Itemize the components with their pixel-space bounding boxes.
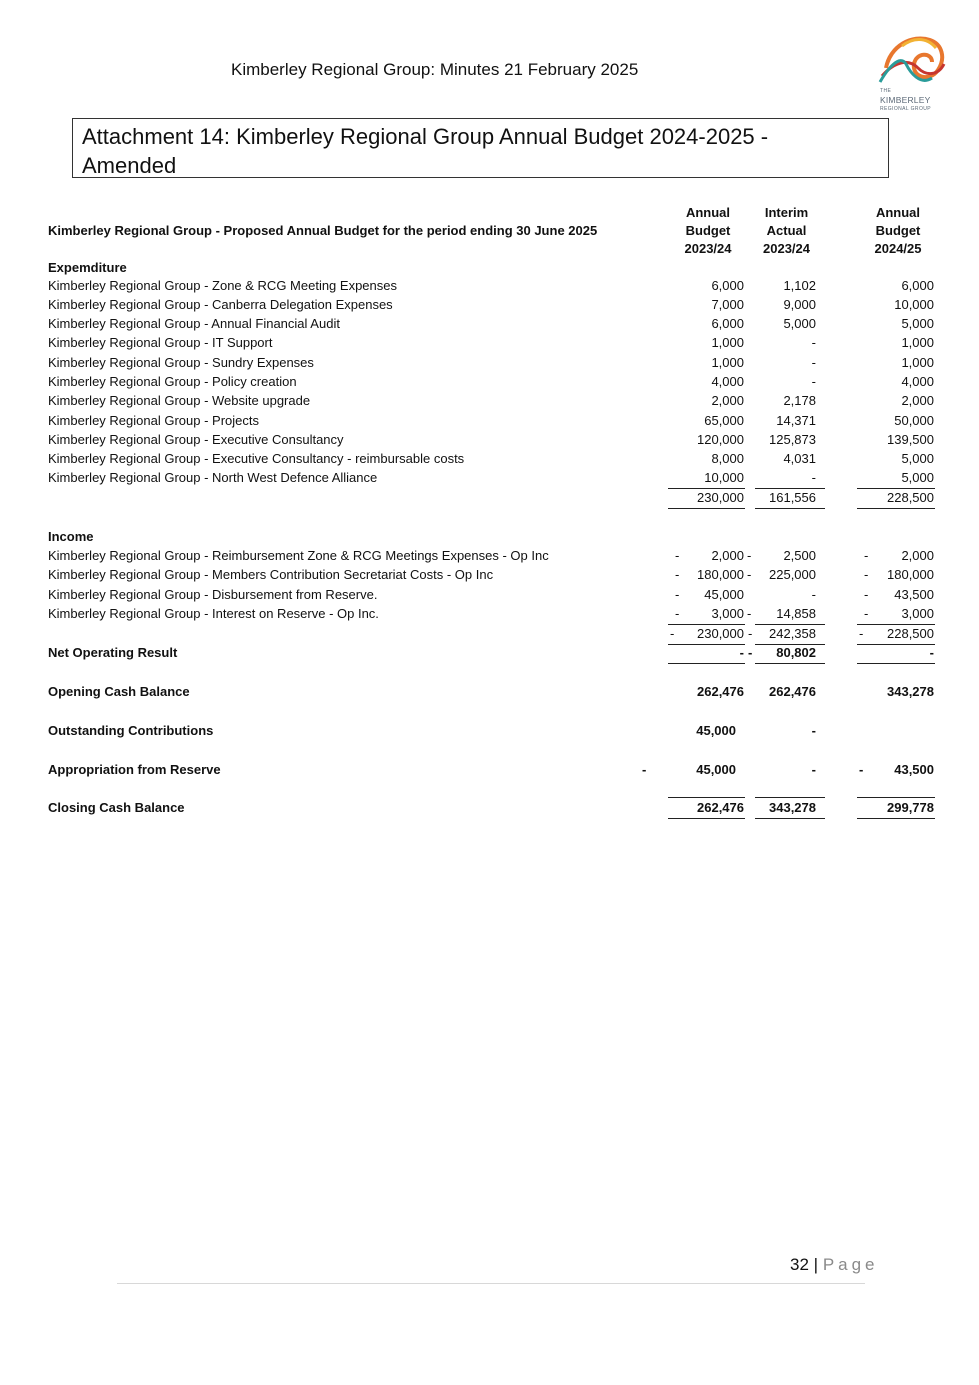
divider <box>857 797 935 798</box>
table-row: Kimberley Regional Group - North West Defence Alliance 10,000 - 5,000 <box>48 470 934 485</box>
table-row: Kimberley Regional Group - Website upgrade 2,000 2,178 2,000 <box>48 393 934 408</box>
page-header-title: Kimberley Regional Group: Minutes 21 February 2025 <box>231 60 639 79</box>
table-row: Kimberley Regional Group - Executive Consultancy 120,000 125,873 139,500 <box>48 432 934 447</box>
table-row: Kimberley Regional Group - Members Contribution Secretariat Costs - Op Inc - 180,000 - 225,000 - 180,000 <box>48 567 934 582</box>
table-row: Kimberley Regional Group - Executive Consultancy - reimbursable costs 8,000 4,031 5,000 <box>48 451 934 466</box>
column-header-row <box>48 204 938 260</box>
opening-cash-row: Opening Cash Balance 262,476 262,476 343,278 <box>48 684 934 699</box>
column-header-annual-budget-2023: Annual Budget 2023/24 <box>684 205 732 256</box>
income-total-row: - 230,000 - 242,358 - 228,500 <box>670 626 934 641</box>
table-row: Kimberley Regional Group - Zone & RCG Meeting Expenses 6,000 1,102 6,000 <box>48 278 934 293</box>
net-operating-row: Net Operating Result - - 80,802 - <box>48 645 934 660</box>
divider <box>668 818 745 819</box>
divider <box>857 624 935 625</box>
logo-small-text: THE <box>880 88 892 94</box>
column-header-annual-budget-2024: Annual Budget 2024/25 <box>874 205 922 256</box>
divider <box>755 663 825 664</box>
divider <box>668 508 745 509</box>
logo-subtext: REGIONAL GROUP <box>880 106 931 112</box>
page-separator: | <box>813 1255 819 1274</box>
attachment-title-box <box>72 118 889 178</box>
table-row: Kimberley Regional Group - Interest on Reserve - Op Inc. - 3,000 - 14,858 - 3,000 <box>48 606 934 621</box>
section-heading-expenditure: Expemditure <box>48 260 127 275</box>
divider <box>857 818 935 819</box>
divider <box>668 663 745 664</box>
page-number: 32 <box>790 1255 809 1274</box>
outstanding-contributions-row: Outstanding Contributions 45,000 - <box>48 723 816 738</box>
budget-title: Kimberley Regional Group - Proposed Annual Budget for the period ending 30 June 2025 <box>48 223 598 238</box>
divider <box>668 488 745 489</box>
divider <box>755 508 825 509</box>
page-word: Page <box>822 1255 879 1274</box>
column-header-interim-actual-2023: Interim Actual 2023/24 <box>763 205 810 256</box>
attachment-title-line2: Amended <box>82 153 177 178</box>
divider <box>857 508 935 509</box>
expenditure-total-row: 230,000 161,556 228,500 <box>697 490 934 505</box>
section-heading-income: Income <box>48 529 94 544</box>
appropriation-row: Appropriation from Reserve - 45,000 - - 43,500 <box>48 762 934 777</box>
table-row: Kimberley Regional Group - Reimbursement Zone & RCG Meetings Expenses - Op Inc - 2,000 - 2,500 - 2,000 <box>48 548 934 563</box>
table-row: Kimberley Regional Group - Policy creation 4,000 - 4,000 <box>48 374 934 389</box>
closing-cash-row: Closing Cash Balance 262,476 343,278 299,778 <box>48 800 934 815</box>
divider <box>755 818 825 819</box>
divider <box>755 488 825 489</box>
table-row: Kimberley Regional Group - Annual Financial Audit 6,000 5,000 5,000 <box>48 316 934 331</box>
divider <box>668 624 745 625</box>
table-row: Kimberley Regional Group - Canberra Delegation Expenses 7,000 9,000 10,000 <box>48 297 934 312</box>
divider <box>668 797 745 798</box>
divider <box>755 624 825 625</box>
attachment-title-line1: Attachment 14: Kimberley Regional Group Annual Budget 2024-2025 - <box>82 124 769 149</box>
divider <box>755 797 825 798</box>
divider <box>857 488 935 489</box>
logo-text: KIMBERLEY <box>880 95 931 105</box>
divider <box>857 663 935 664</box>
footer-divider <box>117 1283 865 1284</box>
table-row: Kimberley Regional Group - Projects 65,000 14,371 50,000 <box>48 413 934 428</box>
table-row: Kimberley Regional Group - IT Support 1,000 - 1,000 <box>48 335 934 350</box>
table-row: Kimberley Regional Group - Sundry Expenses 1,000 - 1,000 <box>48 355 934 370</box>
table-row: Kimberley Regional Group - Disbursement from Reserve. - 45,000 - - 43,500 <box>48 587 934 602</box>
page-footer <box>790 1255 879 1275</box>
